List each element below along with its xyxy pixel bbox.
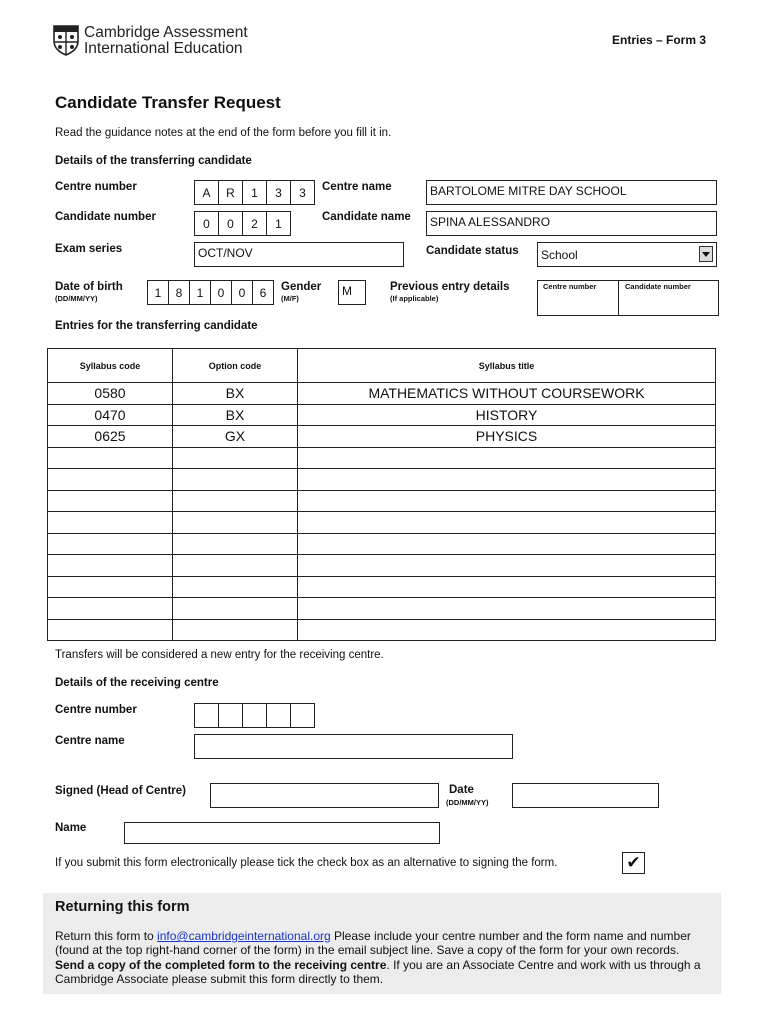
returning-text-start: Return this form to: [55, 929, 158, 943]
option-code-cell[interactable]: GX: [173, 426, 298, 448]
digit-box[interactable]: 0: [218, 211, 243, 236]
previous-candidate-number-field[interactable]: [618, 280, 719, 316]
syllabus-title-cell[interactable]: HISTORY: [298, 404, 716, 426]
section-title-transferring: Details of the transferring candidate: [55, 155, 252, 167]
gender-field[interactable]: M: [338, 280, 366, 305]
candidate-status-select[interactable]: [537, 242, 717, 267]
digit-box[interactable]: [194, 703, 219, 728]
digit-box[interactable]: 8: [168, 280, 190, 305]
receiving-centre-number-label: Centre number: [55, 704, 137, 716]
digit-box[interactable]: [242, 703, 267, 728]
digit-box[interactable]: A: [194, 180, 219, 205]
centre-number-label: Centre number: [55, 181, 137, 193]
guidance-text: Read the guidance notes at the end of the form before you fill it in.: [55, 127, 392, 139]
name-label: Name: [55, 822, 87, 834]
syllabus-title-cell[interactable]: [298, 619, 716, 641]
digit-box[interactable]: 3: [290, 180, 315, 205]
digit-box[interactable]: [218, 703, 243, 728]
table-row: [48, 426, 716, 448]
syllabus-code-cell[interactable]: [48, 576, 173, 598]
electronic-checkbox[interactable]: [622, 852, 645, 874]
digit-box[interactable]: 3: [266, 180, 291, 205]
table-row: [48, 383, 716, 405]
form-id: Entries – Form 3: [612, 33, 707, 47]
syllabus-code-cell[interactable]: 0470: [48, 404, 173, 426]
signature-field[interactable]: [210, 783, 439, 808]
centre-name-label: Centre name: [322, 181, 392, 193]
previous-entry-sub: (If applicable): [390, 294, 439, 303]
option-code-cell[interactable]: [173, 576, 298, 598]
candidate-name-label: Candidate name: [322, 211, 411, 223]
option-code-cell[interactable]: [173, 490, 298, 512]
shield-logo-icon: [53, 25, 79, 56]
table-row: [48, 533, 716, 555]
table-row: [48, 447, 716, 469]
candidate-status-value: School: [541, 248, 578, 262]
transfer-note: Transfers will be considered a new entry for the receiving centre.: [55, 649, 384, 661]
previous-centre-number-field[interactable]: [537, 280, 619, 316]
date-label: Date: [449, 784, 474, 796]
centre-number-boxes[interactable]: [194, 180, 315, 205]
dob-boxes[interactable]: [147, 280, 274, 305]
syllabus-title-cell[interactable]: [298, 512, 716, 534]
syllabus-title-cell[interactable]: [298, 555, 716, 577]
digit-box[interactable]: 0: [231, 280, 253, 305]
digit-box[interactable]: 1: [147, 280, 169, 305]
previous-candidate-number-label: Candidate number: [625, 282, 691, 291]
digit-box[interactable]: R: [218, 180, 243, 205]
column-header: Option code: [173, 349, 298, 383]
returning-panel: [43, 893, 721, 994]
syllabus-code-cell[interactable]: [48, 619, 173, 641]
page-title: Candidate Transfer Request: [55, 93, 281, 112]
option-code-cell[interactable]: [173, 619, 298, 641]
entries-table: [47, 348, 716, 641]
dob-format: (DD/MM/YY): [55, 294, 98, 303]
digit-box[interactable]: 0: [210, 280, 232, 305]
syllabus-code-cell[interactable]: [48, 447, 173, 469]
table-row: [48, 469, 716, 491]
syllabus-code-cell[interactable]: 0580: [48, 383, 173, 405]
syllabus-code-cell[interactable]: [48, 555, 173, 577]
org-name-line2: International Education: [84, 40, 243, 57]
syllabus-title-cell[interactable]: [298, 490, 716, 512]
entries-body: [48, 383, 716, 641]
option-code-cell[interactable]: [173, 512, 298, 534]
check-icon: ✔: [626, 852, 641, 873]
electronic-note: If you submit this form electronically please tick the check box as an alternative to signing the form.: [55, 857, 558, 869]
syllabus-title-cell[interactable]: [298, 576, 716, 598]
digit-box[interactable]: [266, 703, 291, 728]
option-code-cell[interactable]: BX: [173, 383, 298, 405]
option-code-cell[interactable]: [173, 469, 298, 491]
syllabus-code-cell[interactable]: [48, 512, 173, 534]
gender-format: (M/F): [281, 294, 299, 303]
receiving-centre-number-boxes[interactable]: [194, 703, 315, 728]
table-row: [48, 555, 716, 577]
candidate-status-label: Candidate status: [426, 245, 519, 257]
candidate-number-label: Candidate number: [55, 211, 156, 223]
digit-box[interactable]: 1: [189, 280, 211, 305]
syllabus-title-cell[interactable]: [298, 447, 716, 469]
returning-text-middle: Please include your centre number and the form name and number (found at the top right-hand corner of the form) in the email subject line. Save a copy of the form for your own records.: [55, 929, 691, 958]
dob-label: Date of birth: [55, 281, 123, 293]
option-code-cell[interactable]: [173, 447, 298, 469]
receiving-centre-name-field[interactable]: [194, 734, 513, 759]
table-row: [48, 619, 716, 641]
email-link[interactable]: info@cambridgeinternational.org: [157, 929, 331, 943]
option-code-cell[interactable]: BX: [173, 404, 298, 426]
digit-box[interactable]: 6: [252, 280, 274, 305]
date-format: (DD/MM/YY): [446, 798, 489, 807]
option-code-cell[interactable]: [173, 555, 298, 577]
digit-box[interactable]: 2: [242, 211, 267, 236]
table-row: [48, 512, 716, 534]
digit-box[interactable]: 1: [242, 180, 267, 205]
previous-centre-number-label: Centre number: [543, 282, 597, 291]
syllabus-title-cell[interactable]: MATHEMATICS WITHOUT COURSEWORK: [298, 383, 716, 405]
dropdown-arrow-icon[interactable]: [699, 246, 713, 262]
date-field[interactable]: [512, 783, 659, 808]
receiving-centre-name-label: Centre name: [55, 735, 125, 747]
syllabus-title-cell[interactable]: [298, 533, 716, 555]
table-header-row: [48, 349, 716, 383]
option-code-cell[interactable]: [173, 598, 298, 620]
digit-box[interactable]: [290, 703, 315, 728]
returning-text-end: . If you are an Associate Centre and work with us through a Cambridge Associate please submit this form directly to them.: [55, 957, 701, 987]
syllabus-code-cell[interactable]: [48, 469, 173, 491]
syllabus-title-cell[interactable]: PHYSICS: [298, 426, 716, 448]
syllabus-title-cell[interactable]: [298, 598, 716, 620]
exam-series-field[interactable]: OCT/NOV: [194, 242, 404, 267]
option-code-cell[interactable]: [173, 533, 298, 555]
name-field[interactable]: [124, 822, 440, 844]
table-row: [48, 576, 716, 598]
table-row: [48, 598, 716, 620]
syllabus-code-cell[interactable]: [48, 533, 173, 555]
syllabus-code-cell[interactable]: [48, 490, 173, 512]
syllabus-code-cell[interactable]: [48, 598, 173, 620]
table-row: [48, 404, 716, 426]
signed-label: Signed (Head of Centre): [55, 785, 186, 797]
syllabus-code-cell[interactable]: 0625: [48, 426, 173, 448]
syllabus-title-cell[interactable]: [298, 469, 716, 491]
section-title-receiving: Details of the receiving centre: [55, 677, 219, 689]
digit-box[interactable]: 0: [194, 211, 219, 236]
candidate-number-boxes[interactable]: [194, 211, 291, 236]
column-header: Syllabus title: [298, 349, 716, 383]
table-row: [48, 490, 716, 512]
logo: [53, 24, 253, 58]
returning-text-bold: Send a copy of the completed form to the receiving centre: [55, 957, 387, 972]
section-title-entries: Entries for the transferring candidate: [55, 320, 258, 332]
column-header: Syllabus code: [48, 349, 173, 383]
digit-box[interactable]: 1: [266, 211, 291, 236]
returning-text: [55, 929, 707, 987]
previous-entry-label: Previous entry details: [390, 281, 510, 293]
org-name-line1: Cambridge Assessment: [84, 24, 248, 41]
exam-series-label: Exam series: [55, 243, 123, 255]
centre-name-field[interactable]: BARTOLOME MITRE DAY SCHOOL: [426, 180, 717, 205]
candidate-name-field[interactable]: SPINA ALESSANDRO: [426, 211, 717, 236]
returning-heading: Returning this form: [55, 899, 190, 915]
gender-label: Gender: [281, 281, 322, 293]
